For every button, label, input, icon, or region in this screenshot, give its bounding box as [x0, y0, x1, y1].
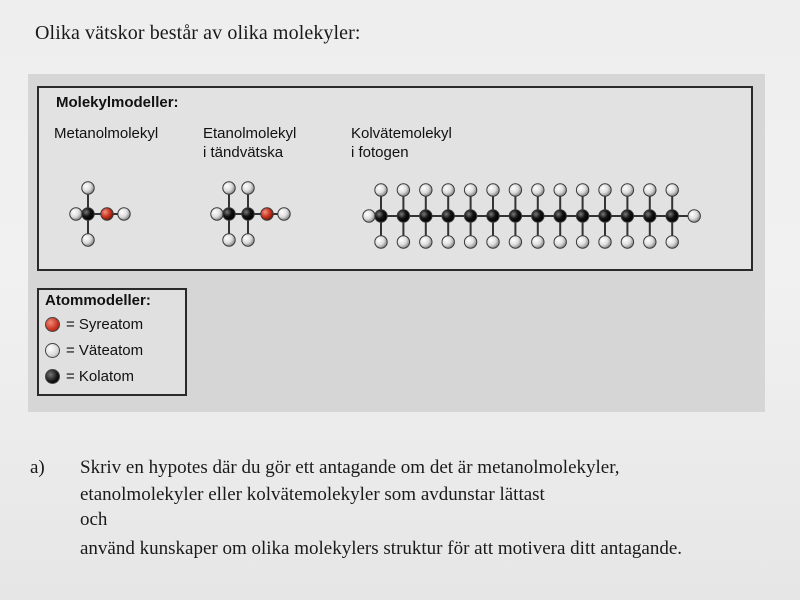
hydrogen-atom — [666, 236, 678, 248]
legend-hydrogen — [45, 342, 143, 359]
hydrogen-atom — [118, 208, 130, 220]
carbon-atom — [576, 210, 588, 222]
hydrogen-atom-icon — [45, 343, 60, 358]
hydrogen-atom — [621, 236, 633, 248]
hydrogen-atom — [509, 236, 521, 248]
hydrogen-atom — [420, 184, 432, 196]
hydrogen-atom — [487, 184, 499, 196]
hydrogen-atom — [375, 184, 387, 196]
intro-text: Olika vätskor består av olika molekyler: — [35, 22, 361, 44]
carbon-atom — [666, 210, 678, 222]
oxygen-atom — [261, 208, 273, 220]
carbon-atom — [242, 208, 254, 220]
hydrogen-atom — [532, 236, 544, 248]
ethanol-sublabel: i tändvätska — [203, 144, 284, 161]
hydrogen-atom — [599, 184, 611, 196]
carbon-atom — [223, 208, 235, 220]
ethanol-molecule — [211, 182, 290, 246]
question-line-3: och — [80, 509, 108, 530]
carbon-atom — [487, 210, 499, 222]
hydrogen-atom — [644, 236, 656, 248]
hydrogen-atom — [397, 236, 409, 248]
hydrogen-atom — [278, 208, 290, 220]
hydrocarbon-sublabel: i fotogen — [351, 144, 409, 161]
oxygen-atom-icon — [45, 317, 60, 332]
carbon-atom — [644, 210, 656, 222]
hydrocarbon-molecule — [363, 184, 701, 248]
ethanol-label: Etanolmolekyl — [203, 125, 297, 142]
hydrogen-atom — [688, 210, 700, 222]
hydrogen-atom — [464, 184, 476, 196]
hydrogen-atom — [223, 234, 235, 246]
hydrogen-atom — [363, 210, 375, 222]
hydrogen-atom — [375, 236, 387, 248]
hydrogen-atom — [576, 236, 588, 248]
hydrogen-atom — [70, 208, 82, 220]
hydrogen-atom — [442, 236, 454, 248]
carbon-atom — [375, 210, 387, 222]
hydrogen-atom — [576, 184, 588, 196]
question-line-1: Skriv en hypotes där du gör ett antagande om det är metanolmolekyler, — [80, 457, 620, 478]
legend-carbon-label: = Kolatom — [66, 368, 134, 385]
carbon-atom — [82, 208, 94, 220]
hydrogen-atom — [242, 182, 254, 194]
hydrogen-atom — [397, 184, 409, 196]
hydrogen-atom — [211, 208, 223, 220]
carbon-atom — [420, 210, 432, 222]
hydrogen-atom — [621, 184, 633, 196]
methanol-label: Metanolmolekyl — [54, 125, 159, 142]
hydrogen-atom — [554, 236, 566, 248]
hydrogen-atom — [464, 236, 476, 248]
carbon-atom — [509, 210, 521, 222]
hydrogen-atom — [666, 184, 678, 196]
question-line-2: etanolmolekyler eller kolvätemolekyler som avdunstar lättast — [80, 484, 545, 505]
oxygen-atom — [101, 208, 113, 220]
legend-hydrogen-label: = Väteatom — [66, 342, 144, 359]
methanol-molecule — [70, 182, 130, 246]
hydrogen-atom — [442, 184, 454, 196]
legend-oxygen — [45, 316, 143, 333]
carbon-atom — [464, 210, 476, 222]
hydrogen-atom — [599, 236, 611, 248]
hydrogen-atom — [554, 184, 566, 196]
hydrogen-atom — [242, 234, 254, 246]
hydrogen-atom — [420, 236, 432, 248]
carbon-atom — [621, 210, 633, 222]
hydrocarbon-label: Kolvätemolekyl — [351, 125, 452, 142]
atom-models-title: Atommodeller: — [45, 292, 151, 309]
hydrogen-atom — [82, 182, 94, 194]
hydrogen-atom — [223, 182, 235, 194]
carbon-atom — [532, 210, 544, 222]
hydrogen-atom — [82, 234, 94, 246]
carbon-atom — [397, 210, 409, 222]
hydrogen-atom — [487, 236, 499, 248]
carbon-atom — [554, 210, 566, 222]
hydrogen-atom — [532, 184, 544, 196]
question-line-4: använd kunskaper om olika molekylers struktur för att motivera ditt antagande. — [80, 538, 683, 559]
carbon-atom — [442, 210, 454, 222]
question-label: a) — [30, 457, 45, 478]
hydrogen-atom — [509, 184, 521, 196]
legend-oxygen-label: = Syreatom — [66, 316, 144, 333]
legend-carbon — [45, 368, 134, 385]
carbon-atom-icon — [45, 369, 60, 384]
molecule-models-title: Molekylmodeller: — [56, 94, 179, 111]
carbon-atom — [599, 210, 611, 222]
hydrogen-atom — [644, 184, 656, 196]
